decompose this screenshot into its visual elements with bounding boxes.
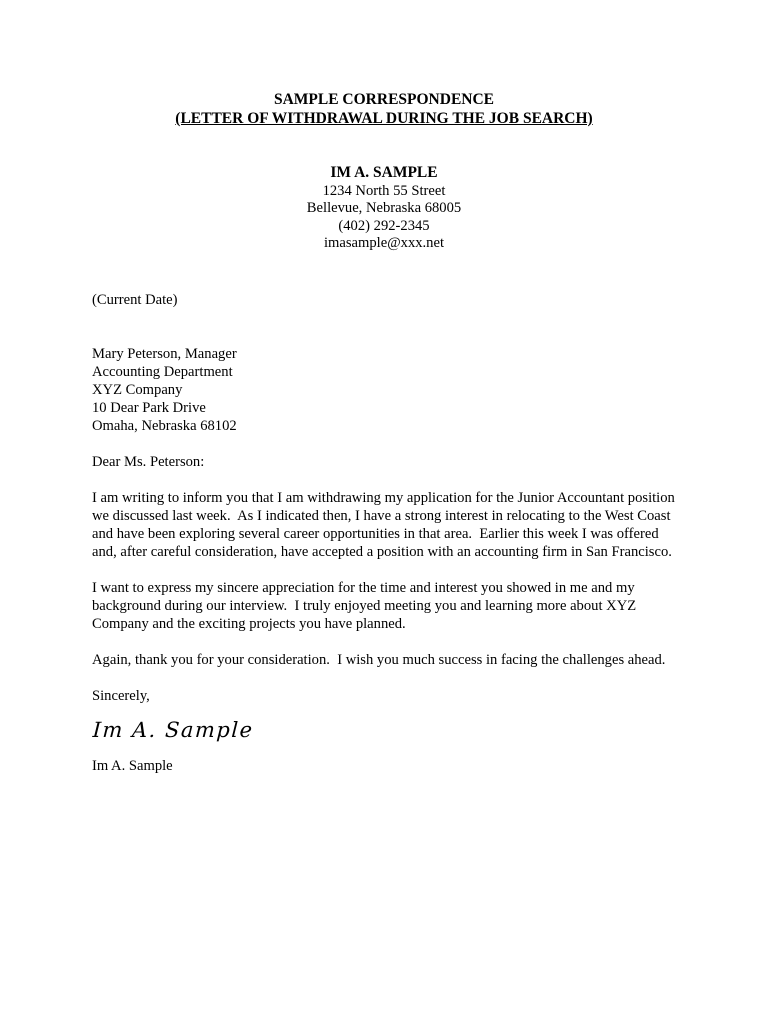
body-paragraph-3: Again, thank you for your consideration. I wish you much success in facing the challenges ahead.: [92, 651, 666, 668]
recipient-line: XYZ Company: [92, 381, 183, 398]
document-title-line2: (LETTER OF WITHDRAWAL DURING THE JOB SEARCH): [175, 110, 593, 127]
body-paragraph-1: I am writing to inform you that I am withdrawing my application for the Junior Accountant position we discussed last week. As I indicated then, I have a strong interest in relocating to the West Coast and have been exploring several career opportunities in that area. Earlier this week I was offered and, after careful consideration, have accepted a position with an accounting firm in San Francisco.: [92, 489, 679, 560]
body-paragraph-2: I want to express my sincere appreciation for the time and interest you showed in me and my background during our interview. I truly enjoyed meeting you and learning more about XYZ Company and the exciting projects you have planned.: [92, 579, 640, 632]
signature-typed: Im A. Sample: [92, 757, 173, 774]
signature-handwritten: Im A. Sample: [92, 717, 255, 742]
document-title: [92, 90, 676, 128]
recipient-line: Accounting Department: [92, 363, 233, 380]
sender-block: [92, 164, 676, 253]
closing: Sincerely,: [92, 687, 150, 704]
recipient-line: 10 Dear Park Drive: [92, 399, 206, 416]
sender-address-line2: Bellevue, Nebraska 68005: [306, 200, 462, 216]
recipient-line: Mary Peterson, Manager: [92, 345, 237, 362]
sender-address-line1: 1234 North 55 Street: [322, 182, 446, 199]
date-placeholder: (Current Date): [92, 291, 178, 308]
recipient-line: Omaha, Nebraska 68102: [92, 417, 237, 434]
recipient-block: [92, 345, 676, 435]
document-title-line1: SAMPLE CORRESPONDENCE: [273, 91, 495, 108]
salutation: Dear Ms. Peterson:: [92, 453, 205, 470]
sender-name: IM A. SAMPLE: [330, 164, 438, 181]
sender-email: imasample@xxx.net: [323, 235, 445, 251]
sender-phone: (402) 292-2345: [338, 217, 430, 234]
